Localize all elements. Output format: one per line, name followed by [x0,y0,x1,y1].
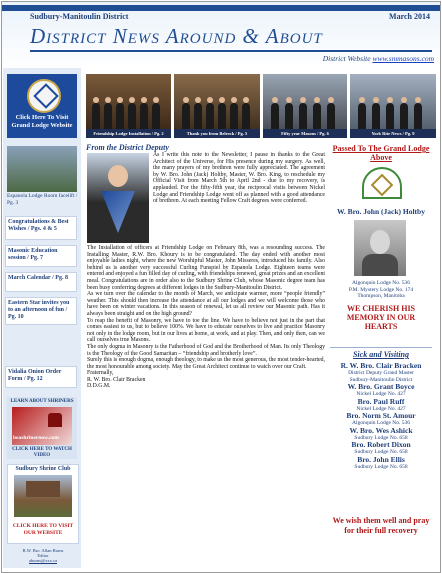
grand-lodge-link-label: Click Here To Visit Grand Lodge Website [11,114,73,129]
editor-name: R.W. Bro. Allan Burns [22,548,64,553]
sidebar-item-label: March Calendar / Pg. 8 [8,275,68,281]
issue-date: March 2014 [389,12,430,21]
shriner-url: beashrinernow.com [13,435,59,441]
signature-title: D.D.G.M. [87,383,111,390]
sidebar-item-masonic-education[interactable] [5,245,77,267]
shriner-title: LEARN ABOUT SHRINERS [10,399,74,404]
fez-icon [48,413,62,427]
website-label: District Website [322,54,371,63]
district-name: Sudbury-Manitoulin District [30,12,129,21]
article-heading: From the District Deputy [86,143,169,152]
masonic-emblem-icon [358,167,406,203]
article-paragraph: The Installation of officers at Friendship Lodge on February 8th, was a resounding success. The Installing Master, R.W. Bro. Khoury is to be congratulated. The day ended with another most enjoyable ladies night, where the new Worshipful Master, John Misseres, introduced his family. Also behind us is another very successful Curling Funspiel by Espanola Lodge. Eighteen teams were entered and enjoyed a fun filled day of curling, with friendships renewed, great prizes and an excellent meal. Congratulations are in order also to the Sudbury Shrine Club, whose Masonic degree team has been busy conferring degrees at different lodges in the Sudbury-Manitoulin District. [87,245,325,291]
member-name: Bro. Robert Dixon [351,440,411,449]
list-item [330,441,432,456]
newsletter-page [1,1,441,573]
photo-strip-item[interactable] [263,74,347,138]
list-item [330,383,432,398]
website-line [323,54,434,63]
memorial-message: WE CHERISH HIS MEMORY IN OUR HEARTS [346,304,416,331]
member-name: R. W. Bro. Clair Bracken [340,361,422,370]
photo-caption: Friendship Lodge Installation / Pg. 2 [86,129,171,138]
article-paragraph: As we turn over the calendar to the month of March, we anticipate warmer, more “people friendly” weather. This should then increase the attendance at all our lodges and we will welcome those who have been on winter vacations. In this season of renewal, let us all review our Masonic path. Has it always been straight and on the high ground? [87,291,325,317]
member-name: Bro. Paul Ruff [357,396,405,406]
friendship-lodge-photo [86,74,171,129]
passed-heading: Passed To The Grand Lodge Above [332,144,430,162]
list-item [330,398,432,413]
sidebar-item-eastern-star[interactable] [5,297,77,325]
espanola-lodge-photo [7,146,77,192]
obituary-location: Thompson, Manitoba [357,293,405,299]
article-intro: As I write this note to the Newsletter, I pause in thanks to the Great Architect of the Universe, for His presence during my surgery. As well, the many prayers of my brethren were fully appreciated. The agreement by W. Bro. John (Jack) Holtby, Master, W. Bro. King, to reschedule my Official Visit from March 5th to April 2nd - due to my recovery, is applauded. For the fifty-fifth year, the reciprocal visits between Nickel Lodge and Friendship Lodge went off as planned with a good attendance of brethren. At each meeting Fellow Craft degrees were conferred. [153,152,325,205]
obituary-lodge: Algonquin Lodge No. 536 [351,280,411,286]
newsletter-title: District News Around & About [30,24,323,48]
sidebar-item-march-calendar[interactable] [5,272,77,292]
article-paragraph: To reap the benefit of Masonry, we have to toe the line. We have to believe not just in the part that comes easiest to us, but to believe 100%. We have to educate ourselves to live and practice Masonry not only in the lodge room, but in our lives at home, at work, and at play. Then, and only then, can we call ourselves true Masons. [87,317,325,344]
member-lodge: Sudbury Lodge No. 658 [354,463,408,470]
masthead-dateline [30,12,430,21]
obituary-past-master: P.M. Mystery Lodge No. 174 [348,286,414,293]
visit-website-button[interactable]: CLICK HERE TO VISIT OUR WEBSITE [12,523,74,536]
member-lodge: Nickel Lodge No. 427 [356,405,406,412]
shrine-club-title: Sudbury Shrine Club [15,466,71,472]
editor-credit [7,548,79,563]
sidebar-item-vidalia-onion[interactable] [5,366,77,388]
sick-visiting-heading: Sick and Visiting [330,347,432,359]
member-lodge: Nickel Lodge No. 427 [356,391,406,397]
member-name: W. Bro. Grant Boyce [347,382,415,391]
photo-strip-item[interactable] [86,74,171,138]
espanola-photo-caption: Espanola Lodge Room facelift / Pg. 3 [7,193,78,206]
photo-strip-item[interactable] [350,74,436,138]
photo-caption: York Rite News / Pg. 9 [350,129,436,138]
shrine-club-building-photo [14,475,72,517]
member-role: District Deputy Grand Master [348,370,414,376]
title-rule [30,50,432,52]
masthead-bar [2,5,440,11]
district-deputy-photo [87,153,149,243]
signature-name: R. W. Bro. Clair Bracken [87,376,146,383]
get-well-message: We wish them well and pray for their full recovery [332,516,430,535]
member-lodge: Sudbury Lodge No. 658 [354,449,408,455]
article-body [87,245,325,390]
member-lodge: Sudbury Lodge No. 658 [354,434,408,441]
shriner-video-link[interactable] [7,397,77,459]
member-name: Bro. John Ellis [357,454,405,464]
member-name: W. Bro. Wes Ashick [349,425,413,435]
member-name: Bro. Norm St. Amour [346,411,416,420]
obituary-info [330,280,432,300]
grand-lodge-link[interactable] [7,74,77,138]
list-item [330,456,432,471]
grand-lodge-seal-icon [27,79,61,113]
sidebar-item-label: Congratulations & Best Wishes / Pgs. 4 & 5 [8,219,69,232]
editor-email[interactable]: aburns@xxx.ca [28,558,57,563]
fifty-year-masons-photo [263,74,347,129]
list-item [330,362,432,383]
member-lodge: Algonquin Lodge No. 536 [351,420,411,426]
photo-caption: Fifty year Masons / Pg. 6 [263,129,347,138]
photo-strip-item[interactable] [174,74,260,138]
list-item [330,427,432,442]
masthead [2,2,440,68]
photo-caption: Thank you from Belrock / Pg. 5 [174,129,260,138]
article-paragraph: The only dogma in Masonry is the Fatherhood of God and the Brotherhood of Man. Its only Theology is the Theology of the Good Samaritan – “friendship and brotherly love”. [87,343,325,357]
york-rite-photo [350,74,436,129]
sidebar-item-label: Masonic Education session / Pg. 7 [8,248,58,261]
obituary-name: W. Bro. John (Jack) Holtby [337,207,425,216]
shrine-club-link[interactable] [7,464,79,544]
watch-video-button[interactable]: CLICK HERE TO WATCH VIDEO [12,447,72,458]
article-paragraph: Surely this is enough dogma, enough theology, to make us the most generous, the most tender-hearted, the most honourable among society. May the Great Architect continue to watch over our Craft. [87,357,325,370]
website-link[interactable]: www.smmasons.com [372,54,434,63]
sidebar-item-label: Vidalia Onion Order Form / Pg. 12 [8,369,62,382]
list-item [330,412,432,427]
article-closing: Fraternally, [87,370,114,377]
sidebar-item-congratulations[interactable] [5,216,77,240]
sick-visiting-list [330,362,432,470]
sidebar-item-label: Eastern Star invites you to an afternoon of fun / Pg. 10 [8,300,70,320]
belrock-photo [174,74,260,129]
obituary-photo [354,220,406,276]
editor-role: Editor [37,553,49,558]
member-district: Sudbury-Manitoulin District [349,376,413,383]
